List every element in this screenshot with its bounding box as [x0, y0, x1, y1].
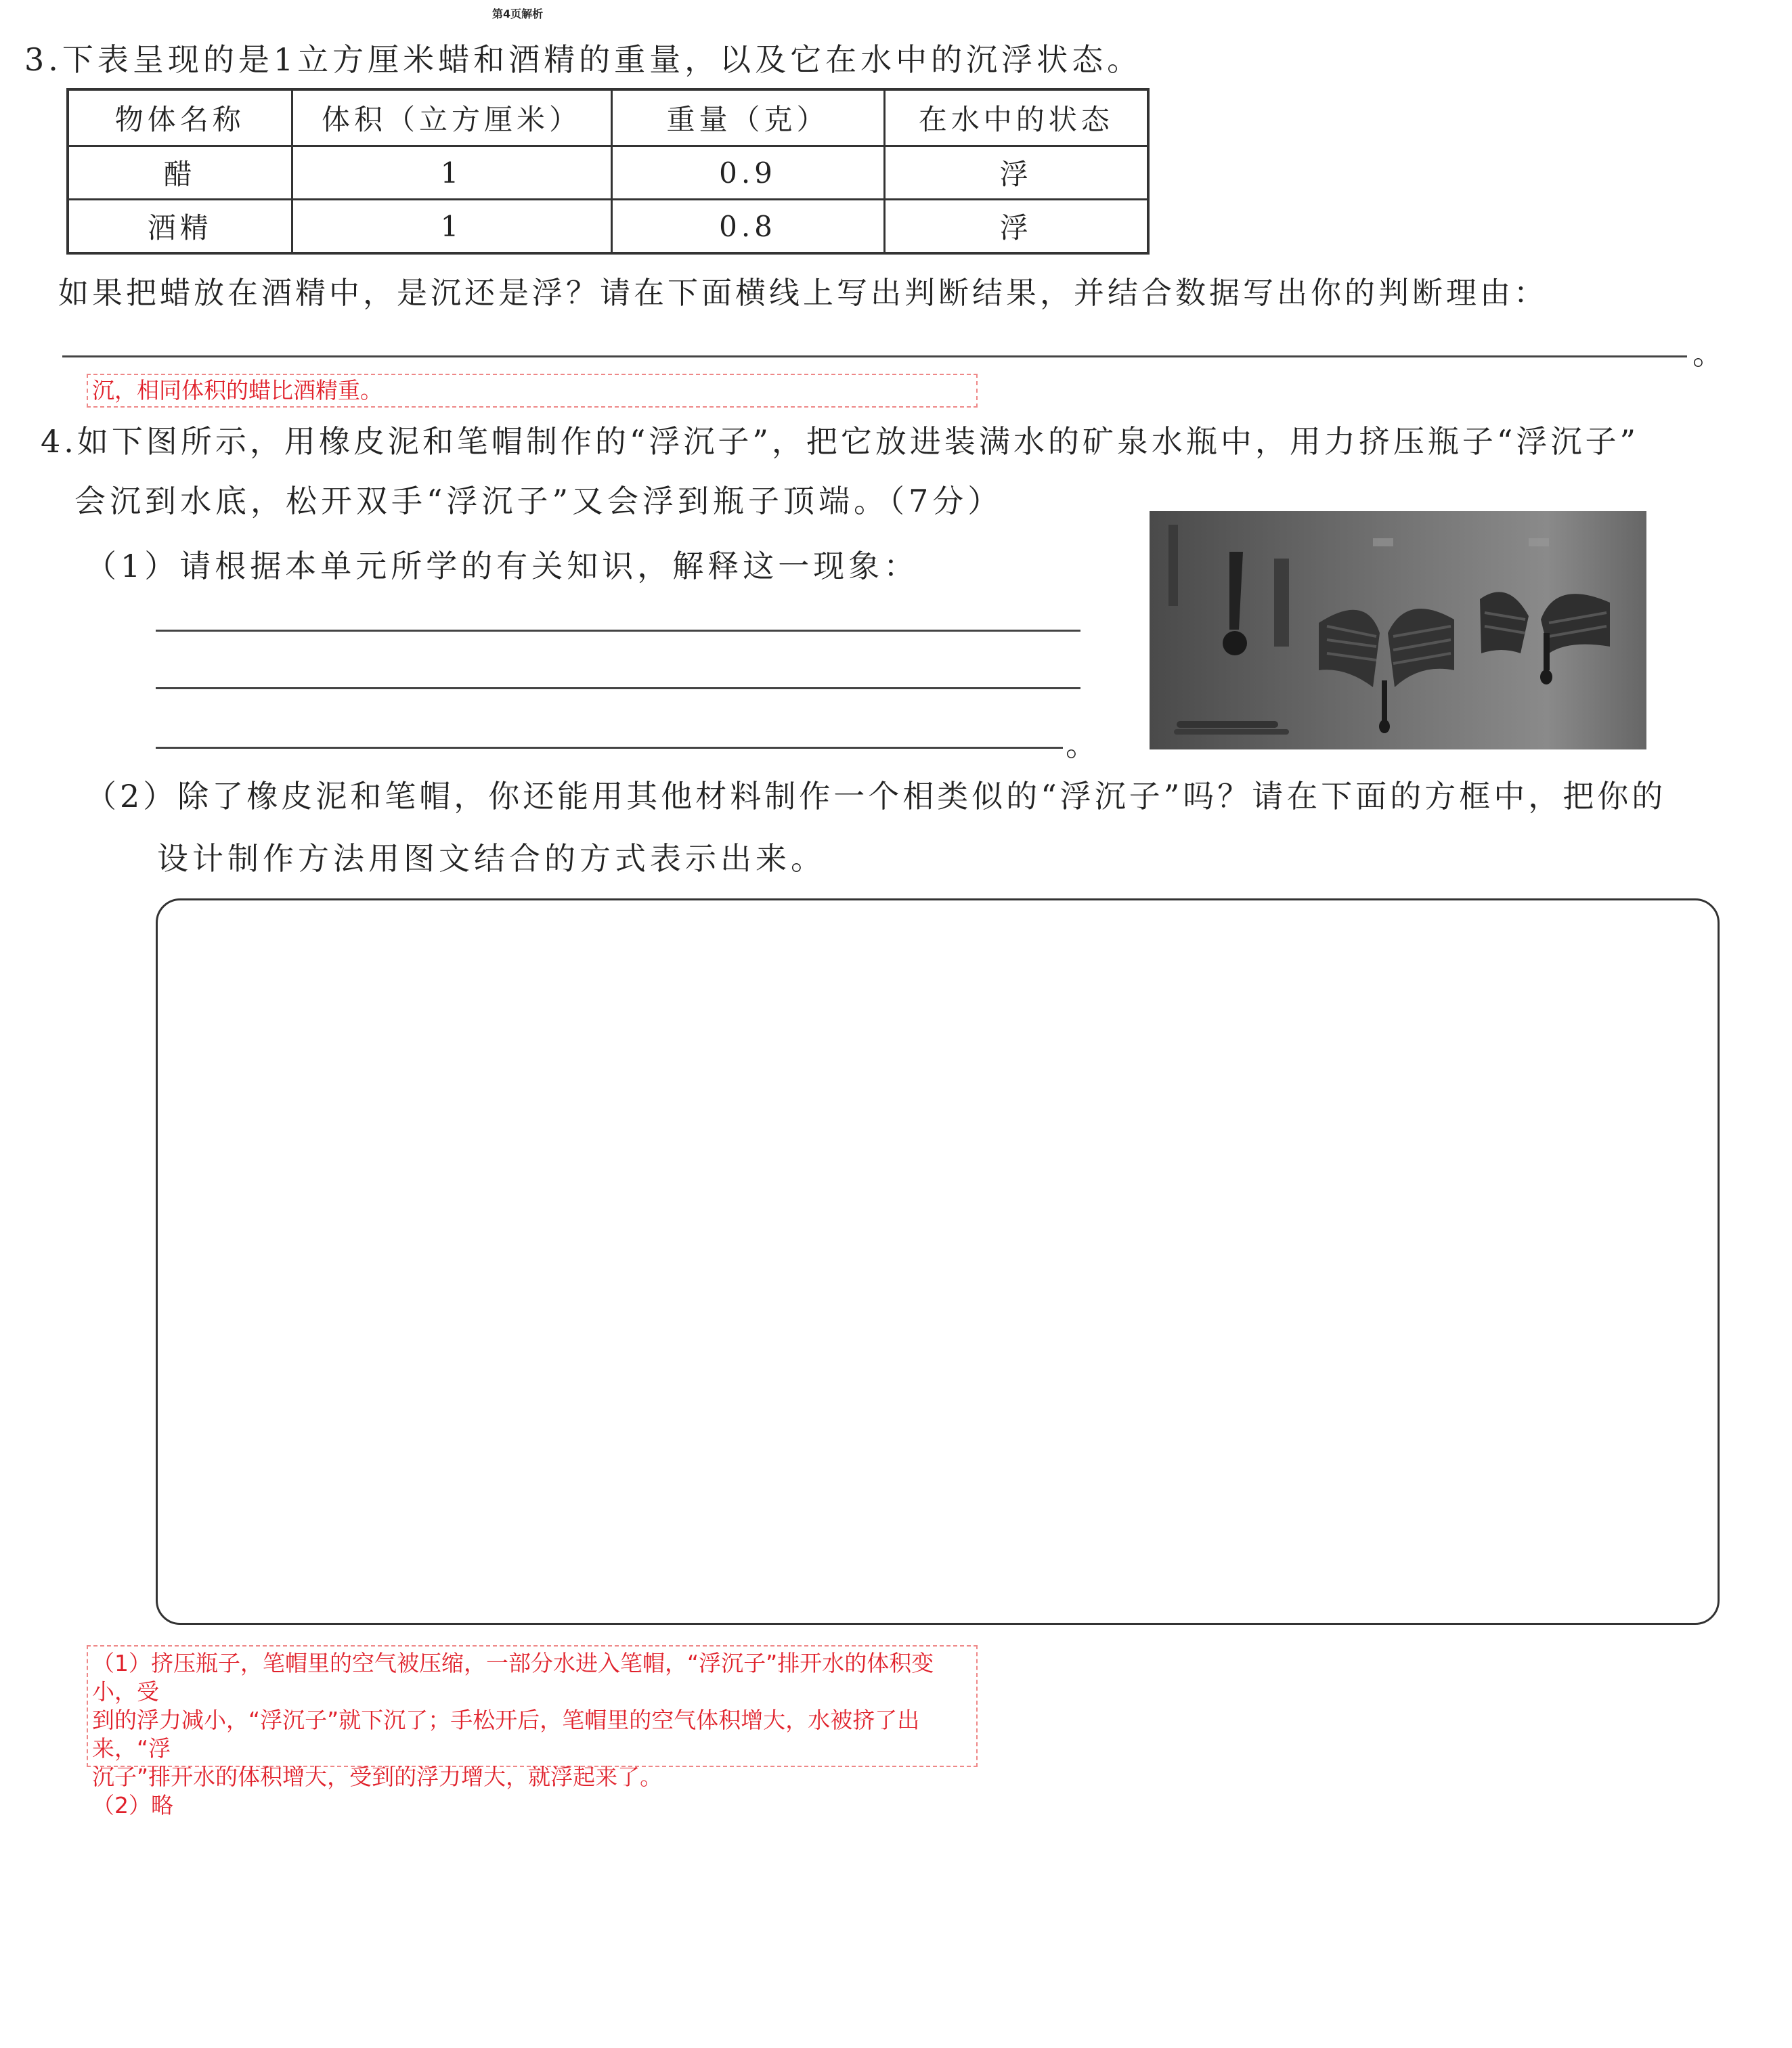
- answer-line: [156, 630, 1080, 632]
- line-end-mark: 。: [1692, 335, 1728, 372]
- table-cell: 1: [292, 200, 611, 254]
- q3-question: 如果把蜡放在酒精中，是沉还是浮？请在下面横线上写出判断结果，并结合数据写出你的判断理由：: [58, 275, 1548, 311]
- answer-line: [62, 355, 1687, 357]
- q3-answer: 沉，相同体积的蜡比酒精重。: [87, 374, 978, 408]
- design-drawing-box[interactable]: [156, 898, 1720, 1625]
- table-cell: 醋: [68, 146, 292, 200]
- table-cell: 浮: [884, 200, 1148, 254]
- table-header: 物体名称: [68, 89, 292, 146]
- table-row: [68, 146, 1148, 200]
- q4-answer: [87, 1645, 978, 1818]
- page-header: 第4页解析: [492, 7, 544, 20]
- q3-table: [66, 88, 1150, 255]
- table-header-row: [68, 89, 1148, 146]
- line-end-mark: 。: [1066, 726, 1101, 763]
- table-cell: 1: [292, 146, 611, 200]
- table-header: 体积（立方厘米）: [292, 89, 611, 146]
- table-cell: 酒精: [68, 200, 292, 254]
- answer-line-text: （1）挤压瓶子，笔帽里的空气被压缩，一部分水进入笔帽，“浮沉子”排开水的体积变小，受: [92, 1650, 934, 1705]
- table-cell: 0.8: [611, 200, 884, 254]
- q4-sub1: （1）请根据本单元所学的有关知识，解释这一现象：: [85, 548, 919, 584]
- answer-line-text: （2）略: [92, 1792, 173, 1818]
- answer-line: [156, 687, 1080, 689]
- answer-line-text: 到的浮力减小，“浮沉子”就下沉了；手松开后，笔帽里的空气体积增大，水被挤了出来，“浮: [92, 1707, 920, 1762]
- answer-line-text: 沉子”排开水的体积增大，受到的浮力增大，就浮起来了。: [92, 1764, 663, 1790]
- table-header: 在水中的状态: [884, 89, 1148, 146]
- table-row: [68, 200, 1148, 254]
- q4-sub2-line1: （2）除了橡皮泥和笔帽，你还能用其他材料制作一个相类似的“浮沉子”吗？请在下面的方框中，把你的: [85, 778, 1667, 814]
- table-header: 重量（克）: [611, 89, 884, 146]
- table-cell: 浮: [884, 146, 1148, 200]
- diver-bottles-illustration: [1150, 511, 1646, 749]
- table-cell: 0.9: [611, 146, 884, 200]
- q4-sub2-line2: 设计制作方法用图文结合的方式表示出来。: [157, 840, 826, 877]
- diver-bottles-photo: [1150, 511, 1646, 749]
- answer-line: [156, 747, 1063, 749]
- q4-stem-line2: 会沉到水底，松开双手“浮沉子”又会浮到瓶子顶端。（7分）: [74, 483, 1003, 519]
- q3-stem: 3.下表呈现的是1立方厘米蜡和酒精的重量，以及它在水中的沉浮状态。: [24, 41, 1143, 78]
- q4-stem-line1: 4.如下图所示，用橡皮泥和笔帽制作的“浮沉子”，把它放进装满水的矿泉水瓶中，用力挤压瓶子“浮沉子”: [41, 423, 1639, 460]
